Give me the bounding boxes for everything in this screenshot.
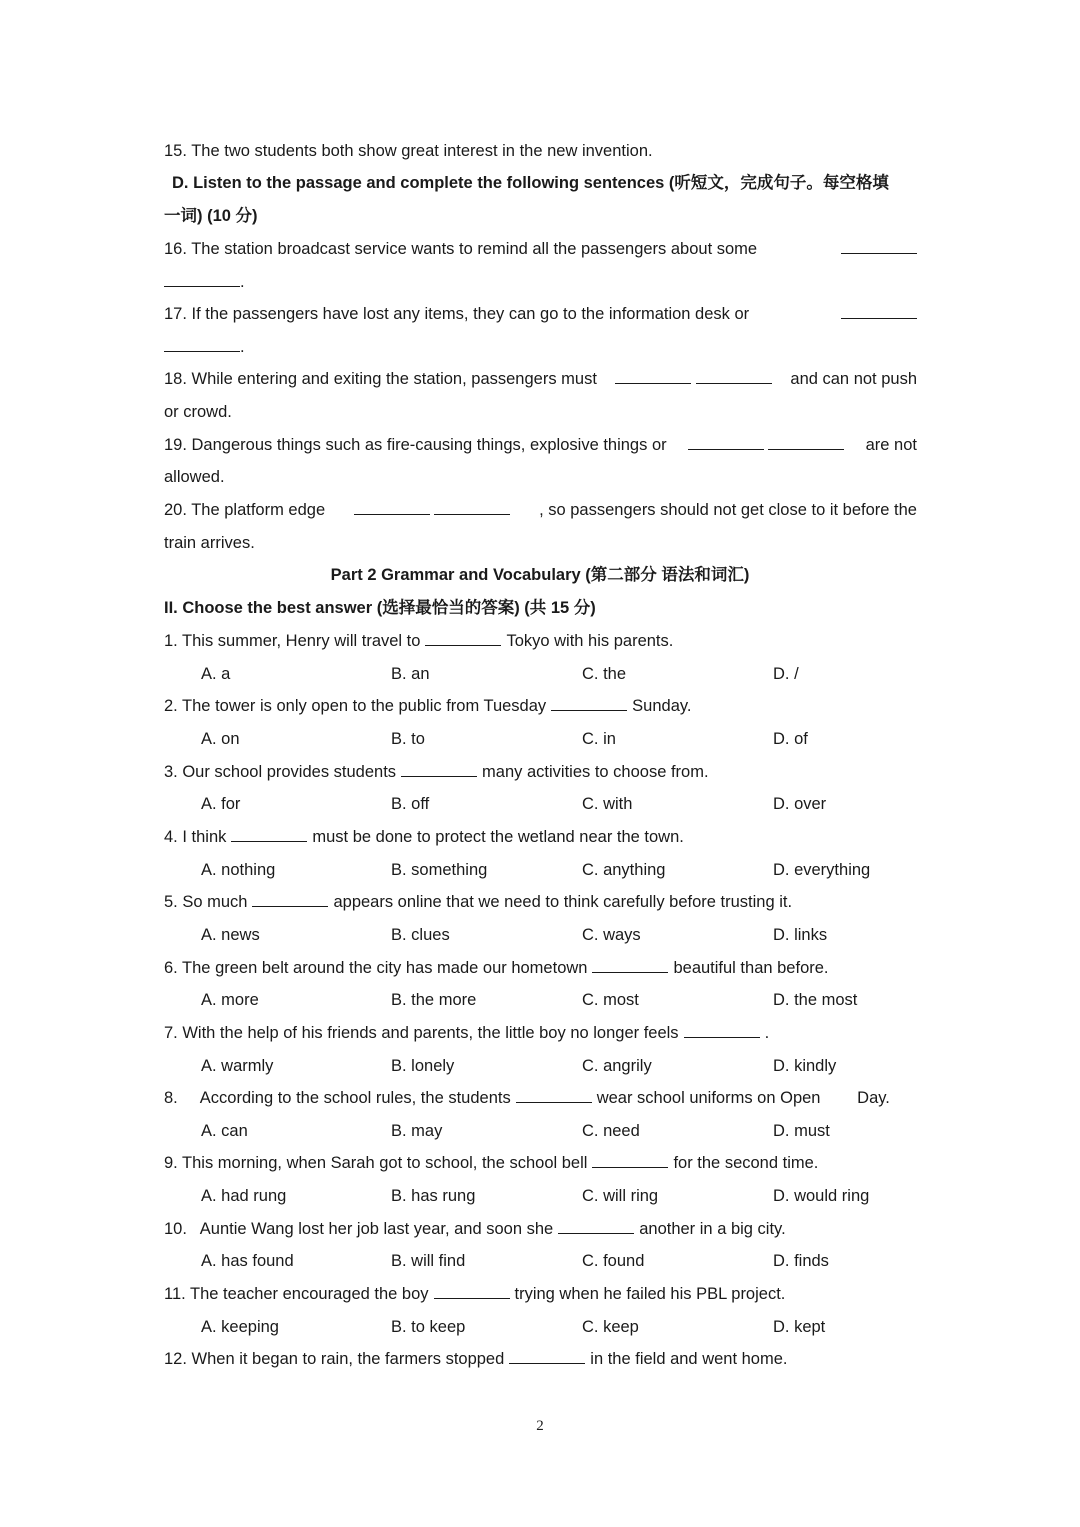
question-2-option-b: B. to [391,730,425,748]
question-9-option-d: D. would ring [773,1187,870,1206]
question-7-stem [164,1022,917,1044]
question-17-line2 [164,336,917,358]
question-16 [164,238,917,260]
question-7-option-d: D. kindly [773,1056,837,1075]
question-16-blank-2 [164,271,240,287]
question-19-blanks [688,434,845,456]
question-1-stem [164,630,917,652]
question-2-option-c: C. in [582,730,616,748]
question-10-option-b: B. will find [391,1252,466,1271]
question-5-stem [164,891,917,913]
question-19-text: 19. Dangerous things such as fire-causing things, explosive things or [164,436,667,454]
question-11-stem [164,1283,917,1305]
question-19-text-2: are not [865,436,917,454]
question-1-option-a: A. a [201,664,231,683]
question-stem-text-end: Sunday. [632,697,692,716]
question-11-option-d: D. kept [773,1317,826,1336]
question-16-text: 16. The station broadcast service wants to remind all the passengers about some [164,240,758,258]
question-18 [164,368,917,390]
question-9-option-c: C. will ring [582,1187,659,1206]
question-20 [164,499,917,521]
question-stem-text: 2. The tower is only open to the public from Tuesday [164,697,547,716]
question-17-blank-2 [164,336,240,352]
question-8-option-b: B. may [391,1121,443,1140]
question-17-text: 17. If the passengers have lost any items, they can go to the information desk or [164,305,750,323]
question-stem-text: 11. The teacher encouraged the boy [164,1285,429,1303]
question-16-blank [841,238,917,260]
question-9-option-a: A. had rung [201,1187,287,1206]
answer-blank [252,891,328,907]
question-8-option-c: C. need [582,1121,640,1140]
question-12-stem [164,1348,917,1370]
question-11-option-b: B. to keep [391,1317,466,1336]
answer-blank [425,630,501,646]
page-number: 2 [536,1418,544,1434]
question-3-option-b: B. off [391,795,430,814]
section-d-title: D. Listen to the passage and complete the following sentences (听短文，完成句子。每空格填 [172,174,889,192]
question-5-option-d: D. links [773,925,828,944]
question-6-stem [164,957,917,979]
question-4-option-c: C. anything [582,860,666,879]
question-20-line2: train arrives. [164,534,255,552]
question-17-blank [841,303,917,325]
question-4-option-b: B. something [391,860,488,879]
question-stem-text-end: Tokyo with his parents. [506,632,674,650]
answer-blank [551,695,627,711]
question-1-option-c: C. the [582,664,627,683]
question-3-option-c: C. with [582,795,633,814]
question-3-option-a: A. for [201,795,241,814]
answer-blank [592,957,668,973]
question-10-option-a: A. has found [201,1252,294,1271]
question-stem-text: 3. Our school provides students [164,762,397,781]
answer-blank [434,1283,510,1299]
question-18-text-2: and can not push [790,370,917,388]
section-ii-title: II. Choose the best answer (选择最恰当的答案) (共 15 分) [164,599,596,617]
question-3-stem [164,761,917,783]
question-16-line2 [164,271,917,293]
question-18-text: 18. While entering and exiting the station, passengers must [164,370,597,388]
question-1-option-b: B. an [391,664,430,683]
question-2-stem [164,695,917,717]
question-9-option-b: B. has rung [391,1187,476,1206]
question-20-text: 20. The platform edge [164,501,326,519]
question-11-option-c: C. keep [582,1317,639,1336]
question-7-option-b: B. lonely [391,1056,455,1075]
part-2-title: Part 2 Grammar and Vocabulary (第二部分 语法和词汇) [330,566,750,584]
answer-blank [401,761,477,777]
question-19-line2: allowed. [164,468,225,486]
question-6-option-d: D. the most [773,991,858,1010]
question-5-option-b: B. clues [391,925,450,944]
answer-blank [231,826,307,842]
question-stem-text: 6. The green belt around the city has made our hometown [164,958,588,977]
answer-blank [558,1218,634,1234]
question-stem-text: 7. With the help of his friends and parents, the little boy no longer feels [164,1023,679,1042]
question-stem-text: 5. So much [164,893,248,912]
question-stem-text-end: in the field and went home. [590,1350,788,1369]
answer-blank [592,1152,668,1168]
question-stem-text-end: must be done to protect the wetland near the town. [312,827,684,846]
question-stem-text-end: wear school uniforms on Open Day. [596,1089,890,1108]
question-6-option-c: C. most [582,991,639,1010]
answer-blank [516,1087,592,1103]
answer-blank [509,1348,585,1364]
question-17 [164,303,917,325]
question-8-stem [164,1087,917,1109]
question-20-blanks [354,499,511,521]
question-8-option-d: D. must [773,1121,830,1140]
question-stem-text: 10. Auntie Wang lost her job last year, and soon she [164,1219,554,1238]
question-18-line2: or crowd. [164,403,232,421]
question-3-option-d: D. over [773,795,827,814]
question-stem-text: 9. This morning, when Sarah got to school, the school bell [164,1154,588,1173]
question-7-option-c: C. angrily [582,1056,652,1075]
question-stem-text: 1. This summer, Henry will travel to [164,632,421,650]
question-stem-text-end: trying when he failed his PBL project. [514,1285,786,1303]
question-19 [164,434,917,456]
question-8-option-a: A. can [201,1121,248,1140]
question-5-option-a: A. news [201,925,260,944]
question-6-option-b: B. the more [391,991,477,1010]
question-stem-text-end: . [764,1023,770,1042]
question-11-option-a: A. keeping [201,1317,279,1336]
question-stem-text: 12. When it began to rain, the farmers stopped [164,1350,505,1369]
question-4-option-d: D. everything [773,860,871,879]
question-16-end: . [240,273,245,291]
question-stem-text: 8. According to the school rules, the students [164,1089,511,1108]
question-4-stem [164,826,917,848]
question-stem-text-end: appears online that we need to think carefully before trusting it. [333,893,793,912]
question-stem-text-end: many activities to choose from. [482,762,709,781]
question-4-option-a: A. nothing [201,860,276,879]
question-stem-text: 4. I think [164,827,227,846]
question-stem-text-end: for the second time. [673,1154,819,1173]
question-9-stem [164,1152,917,1174]
question-10-option-c: C. found [582,1252,645,1271]
answer-blank [684,1022,760,1038]
question-18-blanks [615,368,772,390]
question-10-option-d: D. finds [773,1252,829,1271]
question-7-option-a: A. warmly [201,1056,274,1075]
section-d-title-cont: 一词) (10 分) [164,207,258,225]
question-2-option-a: A. on [201,730,240,748]
question-5-option-c: C. ways [582,925,641,944]
question-2-option-d: D. of [773,730,808,748]
question-6-option-a: A. more [201,991,259,1010]
question-1-option-d: D. / [773,664,799,683]
question-10-stem [164,1218,917,1240]
question-15: 15. The two students both show great interest in the new invention. [164,142,653,160]
question-stem-text-end: beautiful than before. [673,958,829,977]
question-20-text-2: , so passengers should not get close to it before the [539,501,917,519]
question-17-end: . [240,338,245,356]
question-stem-text-end: another in a big city. [639,1219,786,1238]
